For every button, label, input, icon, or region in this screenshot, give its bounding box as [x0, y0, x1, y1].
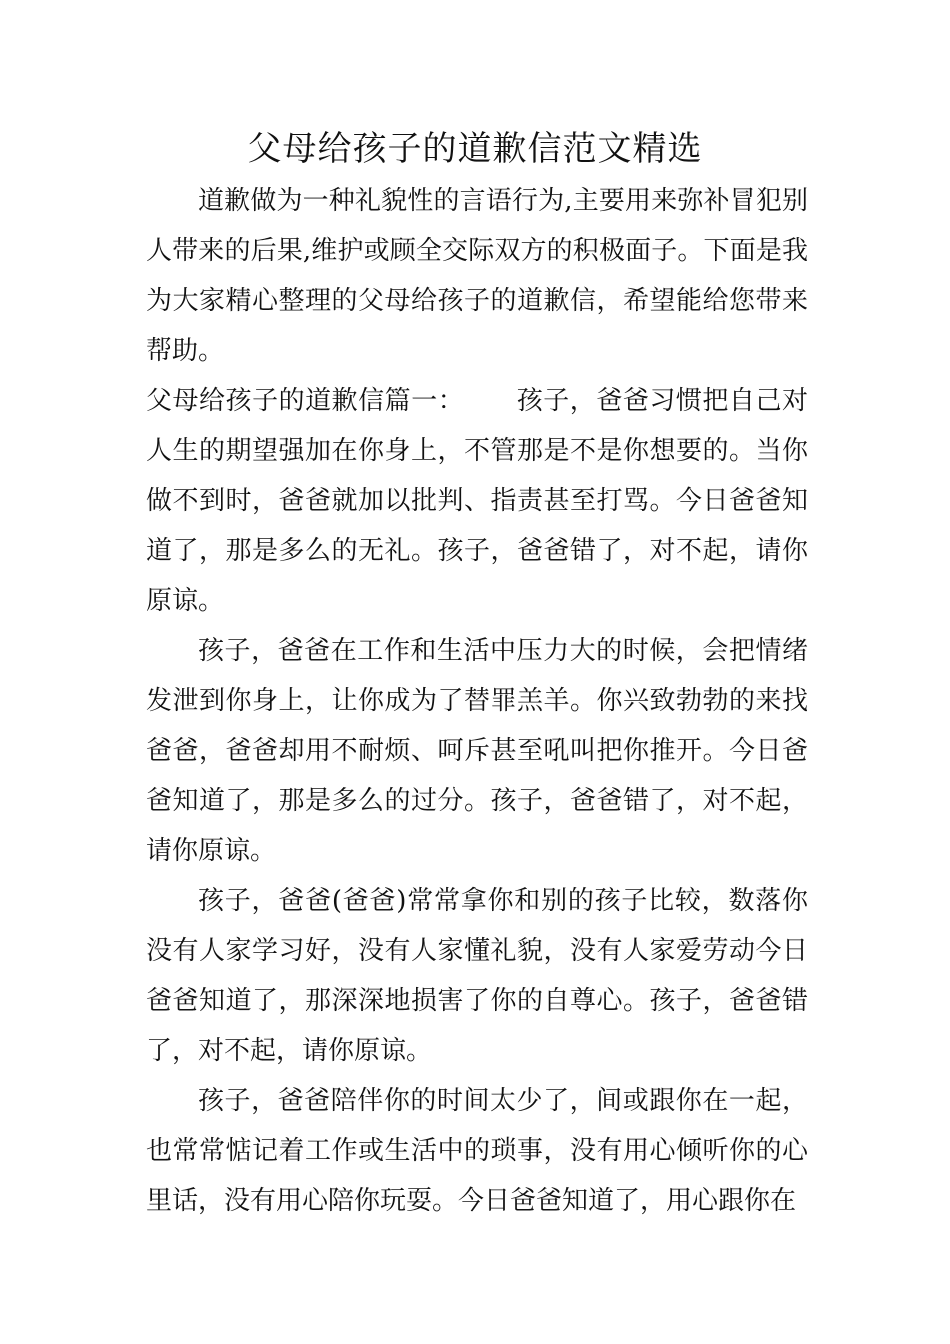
body-paragraph: 孩子，爸爸在工作和生活中压力大的时候，会把情绪发泄到你身上，让你成为了替罪羔羊。你兴致勃勃的来找爸爸，爸爸却用不耐烦、呵斥甚至吼叫把你推开。今日爸爸知道了，那是多么的过分。孩子，爸爸错了，对不起，请你原谅。 [146, 636, 808, 866]
body-paragraph: 孩子，爸爸(爸爸)常常拿你和别的孩子比较，数落你没有人家学习好，没有人家懂礼貌，没有人家爱劳动今日爸爸知道了，那深深地损害了你的自尊心。孩子，爸爸错了，对不起，请你原谅。 [146, 886, 808, 1066]
section-heading: 父母给孩子的道歉信篇一： [146, 386, 465, 416]
document-body [146, 176, 808, 1226]
section-one-text: 孩子，爸爸习惯把自己对人生的期望强加在你身上，不管那是不是你想要的。当你做不到时，爸爸就加以批判、指责甚至打骂。今日爸爸知道了，那是多么的无礼。孩子，爸爸错了，对不起，请你原谅。 [146, 386, 808, 616]
body-paragraph: 孩子，爸爸陪伴你的时间太少了，间或跟你在一起，也常常惦记着工作或生活中的琐事，没有用心倾听你的心里话，没有用心陪你玩耍。今日爸爸知道了，用心跟你在 [146, 1086, 808, 1216]
document-title: 父母给孩子的道歉信范文精选 [247, 129, 703, 169]
section-one-paragraph [146, 376, 808, 626]
intro-paragraph: 道歉做为一种礼貌性的言语行为,主要用来弥补冒犯别人带来的后果,维护或顾全交际双方的积极面子。下面是我为大家精心整理的父母给孩子的道歉信，希望能给您带来帮助。 [146, 186, 808, 366]
